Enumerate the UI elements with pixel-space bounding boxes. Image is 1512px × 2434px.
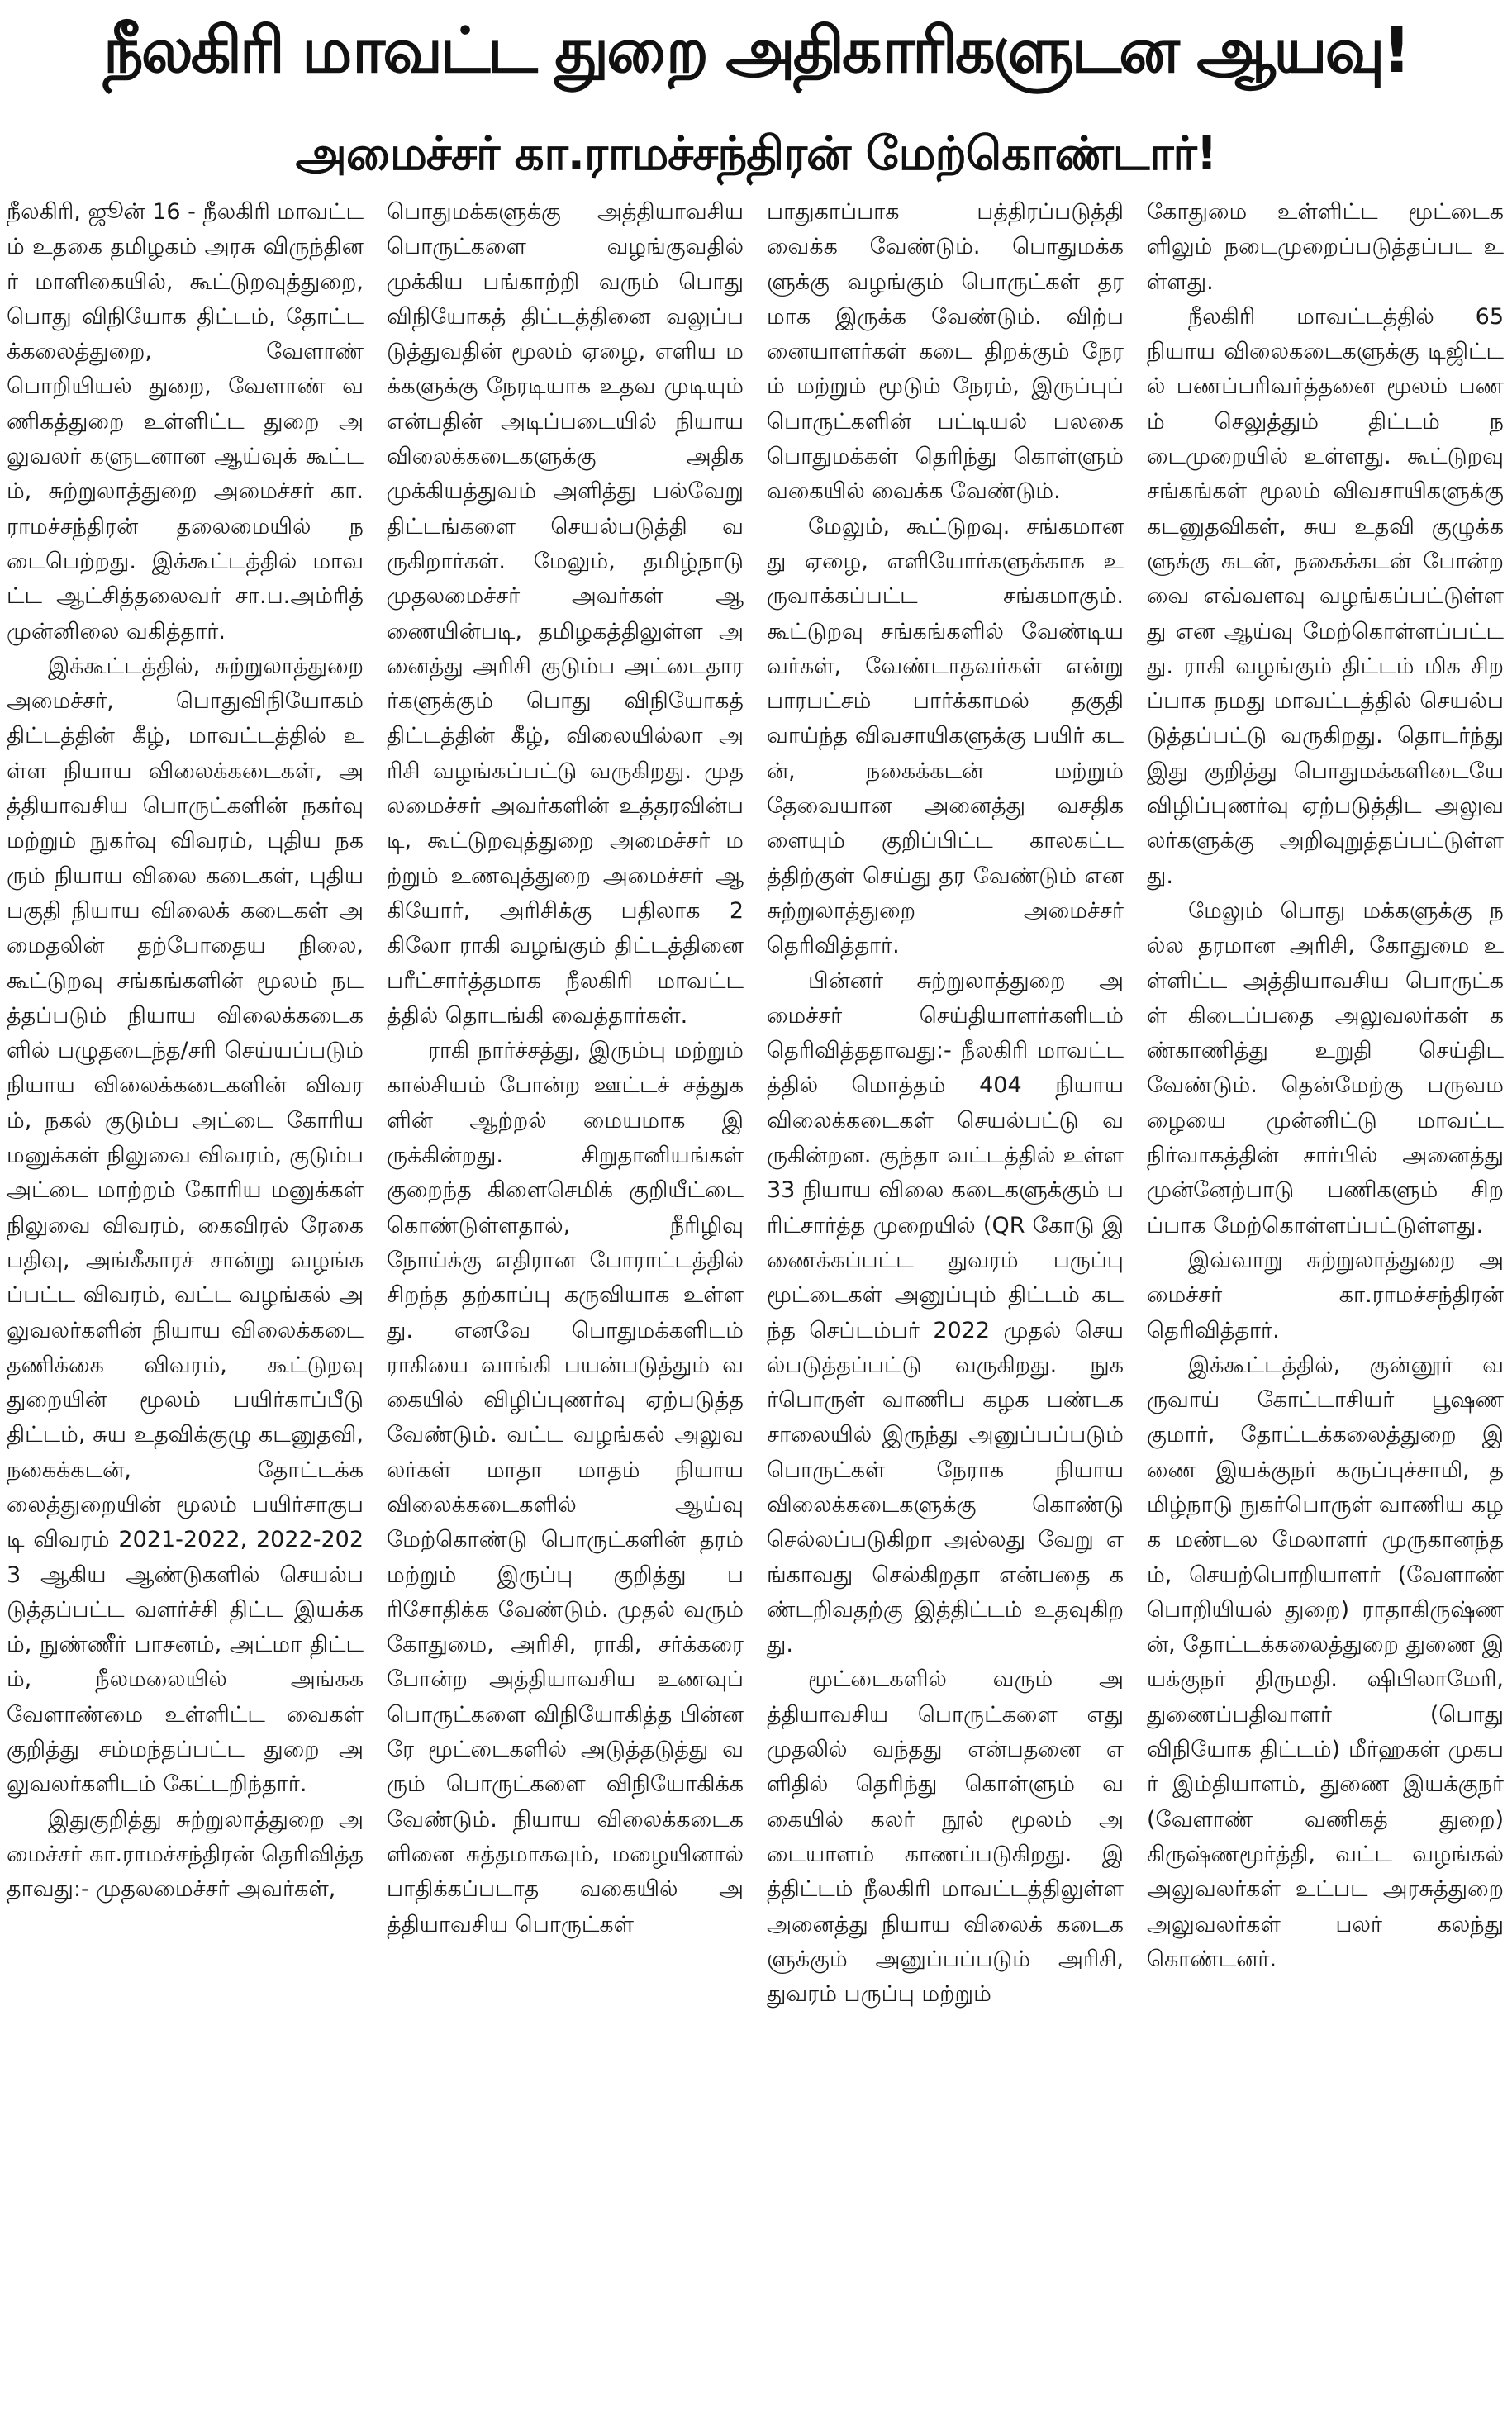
- article-column-4: [1147, 195, 1504, 2429]
- paragraph: கோதுமை உள்ளிட்ட மூட்டைகளிலும் நடைமுறைப்படுத்தப்பட உள்ளது.: [1147, 199, 1504, 295]
- paragraph: இவ்வாறு சுற்றுலாத்துறை அமைச்சர் கா.ராமச்சந்திரன் தெரிவித்தார்.: [1147, 1247, 1504, 1343]
- paragraph: மூட்டைகளில் வரும் அத்தியாவசிய பொருட்களை எது முதலில் வந்தது என்பதனை எளிதில் தெரிந்து கொள்ளும் வகையில் கலர் நூல் மூலம் அடையாளம் காணப்படுகிறது. இத்திட்டம் நீலகிரி மாவட்டத்திலுள்ள அனைத்து நியாய விலைக் கடைகளுக்கும் அனுப்பப்படும் அரிசி, துவரம் பருப்பு மற்றும்: [767, 1666, 1124, 2008]
- subheadline: அமைச்சர் கா.ராமச்சந்திரன் மேற்கொண்டார்!: [295, 127, 1217, 181]
- article-column-2: [387, 195, 744, 2429]
- article-column-1: [7, 195, 364, 2429]
- paragraph: பின்னர் சுற்றுலாத்துறை அமைச்சர் செய்தியாளர்களிடம் தெரிவித்ததாவது:- நீலகிரி மாவட்டத்தில் மொத்தம் 404 நியாய விலைக்கடைகள் செயல்பட்டு வருகின்றன. குந்தா வட்டத்தில் உள்ள 33 நியாய விலை கடைகளுக்கும் பரிட்சார்த்த முறையில் (QR கோடு இணைக்கப்பட்ட துவரம் பருப்பு மூட்டைகள் அனுப்பும் திட்டம் கடந்த செப்டம்பர் 2022 முதல் செயல்படுத்தப்பட்டு வருகிறது. நுகர்பொருள் வாணிப கழக பண்டகசாலையில் இருந்து அனுப்பப்படும் பொருட்கள் நேராக நியாயவிலைக்கடைகளுக்கு கொண்டு செல்லப்படுகிறா அல்லது வேறு எங்காவது செல்கிறதா என்பதை கண்டறிவதற்கு இத்திட்டம் உதவுகிறது.: [767, 967, 1124, 1658]
- paragraph: மேலும் பொது மக்களுக்கு நல்ல தரமான அரிசி, கோதுமை உள்ளிட்ட அத்தியாவசிய பொருட்கள் கிடைப்பதை அலுவலர்கள் கண்காணித்து உறுதி செய்திட வேண்டும். தென்மேற்கு பருவமழையை முன்னிட்டு மாவட்ட நிர்வாகத்தின் சார்பில் அனைத்து முன்னேற்பாடு பணிகளும் சிறப்பாக மேற்கொள்ளப்பட்டுள்ளது.: [1147, 897, 1504, 1238]
- paragraph: நீலகிரி, ஜூன் 16 - நீலகிரி மாவட்டம் உதகை தமிழகம் அரசு விருந்தினர் மாளிகையில், கூட்டுறவுத்துறை, பொது விநியோக திட்டம், தோட்டக்கலைத்துறை, வேளாண் பொறியியல் துறை, வேளாண் வணிகத்துறை உள்ளிட்ட துறை அலுவலர் களுடனான ஆய்வுக் கூட்டம், சுற்றுலாத்துறை அமைச்சர் கா.ராமச்சந்திரன் தலைமையில் நடைபெற்றது. இக்கூட்டத்தில் மாவட்ட ஆட்சித்தலைவர் சா.ப.அம்ரித் முன்னிலை வகித்தார்.: [7, 199, 364, 644]
- paragraph: இக்கூட்டத்தில், சுற்றுலாத்துறை அமைச்சர், பொதுவிநியோகம் திட்டத்தின் கீழ், மாவட்டத்தில் உள்ள நியாய விலைக்கடைகள், அத்தியாவசிய பொருட்களின் நகர்வு மற்றும் நுகர்வு விவரம், புதிய நகரும் நியாய விலை கடைகள், புதிய பகுதி நியாய விலைக் கடைகள் அமைதலின் தற்போதைய நிலை, கூட்டுறவு சங்கங்களின் மூலம் நடத்தப்படும் நியாய விலைக்கடைகளில் பழுதடைந்த/சரி செய்யப்படும் நியாய விலைக்கடைகளின் விவரம், நகல் குடும்ப அட்டை கோரிய மனுக்கள் நிலுவை விவரம், குடும்ப அட்டை மாற்றம் கோரிய மனுக்கள் நிலுவை விவரம், கைவிரல் ரேகை பதிவு, அங்கீகாரச் சான்று வழங்கப்பட்ட விவரம், வட்ட வழங்கல் அலுவலர்களின் நியாய விலைக்கடை தணிக்கை விவரம், கூட்டுறவு துறையின் மூலம் பயிர்காப்பீடு திட்டம், சுய உதவிக்குழு கடனுதவி, நகைக்கடன், தோட்டக்கலைத்துறையின் மூலம் பயிர்சாகுபடி விவரம் 2021-2022, 2022-2023 ஆகிய ஆண்டுகளில் செயல்படுத்தப்பட்ட வளர்ச்சி திட்ட இயக்கம், நுண்ணீர் பாசனம், அட்மா திட்டம், நீலமலையில் அங்கக வேளாண்மை உள்ளிட்ட வைகள் குறித்து சம்மந்தப்பட்ட துறை அலுவலர்களிடம் கேட்டறிந்தார்.: [7, 653, 364, 1798]
- paragraph: இக்கூட்டத்தில், குன்னூர் வருவாய் கோட்டாசியர் பூஷணகுமார், தோட்டக்கலைத்துறை இணை இயக்குநர் கருப்புச்சாமி, தமிழ்நாடு நுகர்பொருள் வாணிய கழக மண்டல மேலாளர் முருகானந்தம், செயற்பொறியாளர் (வேளாண் பொறியியல் துறை) ராதாகிருஷ்ணன், தோட்டக்கலைத்துறை துணை இயக்குநர் திருமதி. ஷிபிலாமேரி, துணைப்பதிவாளர் (பொது விநியோக திட்டம்) மீர்ஹகள் முகபர் இம்தியாளம், துணை இயக்குநர் (வேளாண் வணிகத் துறை) கிருஷ்ணமூர்த்தி, வட்ட வழங்கல் அலுவலர்கள் உட்பட அரசுத்துறை அலுவலர்கள் பலர் கலந்து கொண்டனர்.: [1147, 1352, 1504, 1972]
- paragraph: நீலகிரி மாவட்டத்தில் 65 நியாய விலைகடைகளுக்கு டிஜிட்டல் பணப்பரிவர்த்தனை மூலம் பணம் செலுத்தும் திட்டம் நடைமுறையில் உள்ளது. கூட்டுறவு சங்கங்கள் மூலம் விவசாயிகளுக்கு கடனுதவிகள், சுய உதவி குழுக்களுக்கு கடன், நகைக்கடன் போன்றவை எவ்வளவு வழங்கப்பட்டுள்ளது என ஆய்வு மேற்கொள்ளப்பட்டது. ராகி வழங்கும் திட்டம் மிக சிறப்பாக நமது மாவட்டத்தில் செயல்படுத்தப்பட்டு வருகிறது. தொடர்ந்து இது குறித்து பொதுமக்களிடையே விழிப்புணர்வு ஏற்படுத்திட அலுவலர்களுக்கு அறிவுறுத்தப்பட்டுள்ளது.: [1147, 303, 1504, 889]
- paragraph: ராகி நார்ச்சத்து, இரும்பு மற்றும் கால்சியம் போன்ற ஊட்டச் சத்துகளின் ஆற்றல் மையமாக இருக்கின்றது. சிறுதானியங்கள் குறைந்த கிளைசெமிக் குறியீட்டை கொண்டுள்ளதால், நீரிழிவு நோய்க்கு எதிரான போராட்டத்தில் சிறந்த தற்காப்பு கருவியாக உள்ளது. எனவே பொதுமக்களிடம் ராகியை வாங்கி பயன்படுத்தும் வகையில் விழிப்புணர்வு ஏற்படுத்த வேண்டும். வட்ட வழங்கல் அலுவலர்கள் மாதா மாதம் நியாயவிலைக்கடைகளில் ஆய்வு மேற்கொண்டு பொருட்களின் தரம் மற்றும் இருப்பு குறித்து பரிசோதிக்க வேண்டும். முதல் வரும் கோதுமை, அரிசி, ராகி, சர்க்கரை போன்ற அத்தியாவசிய உணவுப் பொருட்களை விநியோகித்த பின்னரே மூட்டைகளில் அடுத்தடுத்து வரும் பொருட்களை விநியோகிக்க வேண்டும். நியாய விலைக்கடைகளினை சுத்தமாகவும், மழையினால் பாதிக்கப்படாத வகையில் அத்தியாவசிய பொருட்கள்: [387, 1038, 744, 1937]
- paragraph: மேலும், கூட்டுறவு. சங்கமானது ஏழை, எளியோர்களுக்காக உருவாக்கப்பட்ட சங்கமாகும். கூட்டுறவு சங்கங்களில் வேண்டியவர்கள், வேண்டாதவர்கள் என்று பாரபட்சம் பார்க்காமல் தகுதி வாய்ந்த விவசாயிகளுக்கு பயிர் கடன், நகைக்கடன் மற்றும் தேவையான அனைத்து வசதிகளையும் குறிப்பிட்ட காலகட்டத்திற்குள் செய்து தர வேண்டும் என சுற்றுலாத்துறை அமைச்சர் தெரிவித்தார்.: [767, 513, 1124, 959]
- paragraph: இதுகுறித்து சுற்றுலாத்துறை அமைச்சர் கா.ராமச்சந்திரன் தெரிவித்ததாவது:- முதலமைச்சர் அவர்கள்,: [7, 1806, 364, 1903]
- article-column-3: [767, 195, 1124, 2429]
- paragraph: பாதுகாப்பாக பத்திரப்படுத்தி வைக்க வேண்டும். பொதுமக்களுக்கு வழங்கும் பொருட்கள் தரமாக இருக்க வேண்டும். விற்பனையாளர்கள் கடை திறக்கும் நேரம் மற்றும் மூடும் நேரம், இருப்புப் பொருட்களின் பட்டியல் பலகை பொதுமக்கள் தெரிந்து கொள்ளும் வகையில் வைக்க வேண்டும்.: [767, 199, 1124, 505]
- headline: நீலகிரி மாவட்ட துறை அதிகாரிகளுடன ஆயவு!: [103, 13, 1409, 87]
- paragraph: பொதுமக்களுக்கு அத்தியாவசிய பொருட்களை வழங்குவதில் முக்கிய பங்காற்றி வரும் பொது விநியோகத் திட்டத்தினை வலுப்படுத்துவதின் மூலம் ஏழை, எளிய மக்களுக்கு நேரடியாக உதவ முடியும் என்பதின் அடிப்படையில் நியாய விலைக்கடைகளுக்கு அதிக முக்கியத்துவம் அளித்து பல்வேறு திட்டங்களை செயல்படுத்தி வருகிறார்கள். மேலும், தமிழ்நாடு முதலமைச்சர் அவர்கள் ஆணையின்படி, தமிழகத்திலுள்ள அனைத்து அரிசி குடும்ப அட்டைதாரர்களுக்கும் பொது விநியோகத் திட்டத்தின் கீழ், விலையில்லா அரிசி வழங்கப்பட்டு வருகிறது. முதலமைச்சர் அவர்களின் உத்தரவின்படி, கூட்டுறவுத்துறை அமைச்சர் மற்றும் உணவுத்துறை அமைச்சர் ஆகியோர், அரிசிக்கு பதிலாக 2 கிலோ ராகி வழங்கும் திட்டத்தினை பரீட்சார்த்தமாக நீலகிரி மாவட்டத்தில் தொடங்கி வைத்தார்கள்.: [387, 199, 744, 1029]
